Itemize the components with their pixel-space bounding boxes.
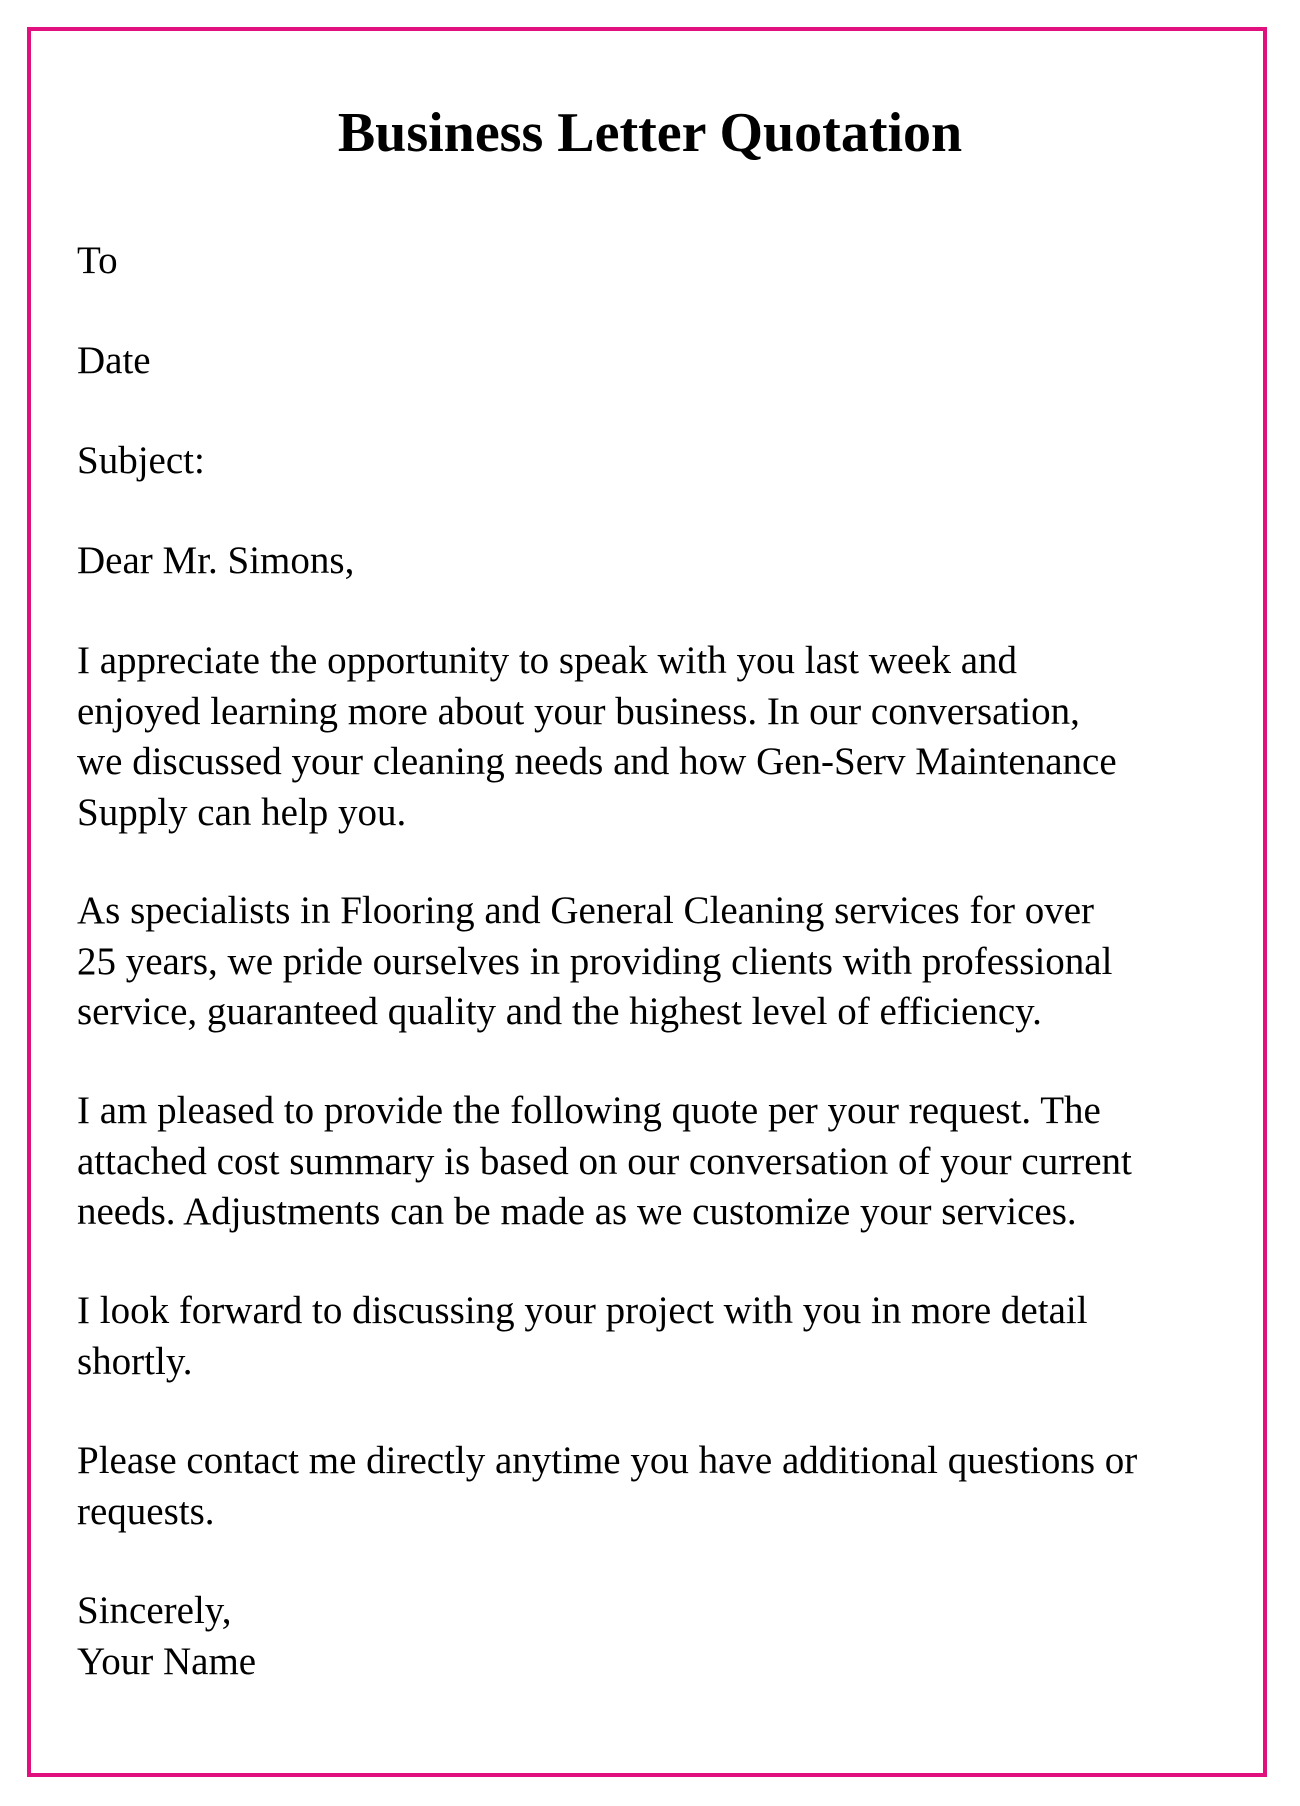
- paragraph-line: service, guaranteed quality and the highest level of efficiency.: [77, 990, 1042, 1033]
- to-label: To: [77, 239, 118, 282]
- date-label: Date: [77, 339, 151, 382]
- paragraph-line: I appreciate the opportunity to speak with you last week and: [77, 639, 1018, 682]
- paragraph-line: needs. Adjustments can be made as we customize your services.: [77, 1190, 1077, 1233]
- paragraph-line: we discussed your cleaning needs and how Gen-Serv Maintenance: [77, 740, 1117, 783]
- signature-block: [77, 1586, 256, 1687]
- paragraph-followup: [77, 1286, 1088, 1387]
- paragraph-line: Supply can help you.: [77, 790, 407, 834]
- paragraph-contact: [77, 1436, 1137, 1537]
- paragraph-quote: [77, 1086, 1132, 1238]
- paragraph-line: shortly.: [77, 1339, 193, 1383]
- paragraph-line: Please contact me directly anytime you have additional questions or: [77, 1439, 1138, 1482]
- paragraph-line: I look forward to discussing your project with you in more detail: [77, 1289, 1088, 1332]
- salutation: Dear Mr. Simons,: [77, 539, 355, 582]
- paragraph-line: enjoyed learning more about your business. In our conversation,: [77, 689, 1080, 733]
- paragraph-line: I am pleased to provide the following quote per your request. The: [77, 1089, 1101, 1132]
- paragraph-line: attached cost summary is based on our conversation of your current: [77, 1139, 1132, 1183]
- closing: Sincerely,: [77, 1589, 232, 1632]
- signature-name: Your Name: [77, 1639, 257, 1683]
- paragraph-line: requests.: [77, 1489, 215, 1533]
- paragraph-line: 25 years, we pride ourselves in providing clients with professional: [77, 939, 1113, 983]
- paragraph-specialists: [77, 886, 1112, 1038]
- paragraph-line: As specialists in Flooring and General Cleaning services for over: [77, 889, 1094, 932]
- paragraph-intro: [77, 636, 1117, 838]
- document-title: Business Letter Quotation: [337, 102, 963, 164]
- subject-label: Subject:: [77, 439, 205, 482]
